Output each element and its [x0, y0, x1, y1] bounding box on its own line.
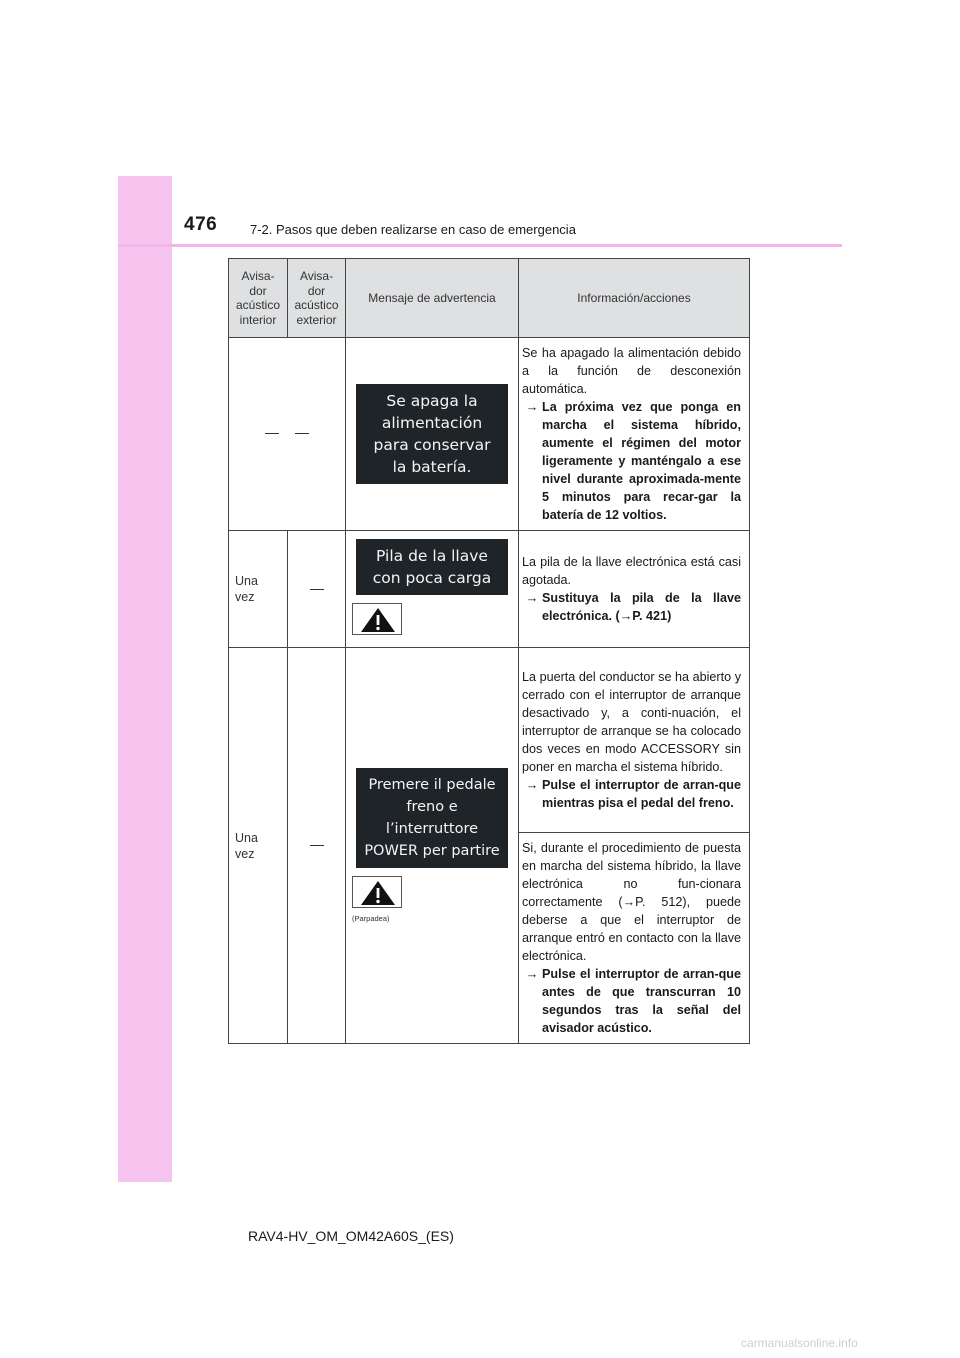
- table-row: [229, 531, 750, 648]
- info-text: La puerta del conductor se ha abierto y cerrado con el interruptor de arranque desactivado y, a conti-nuación, el interruptor de arranque se ha colocado dos veces en modo ACCESSORY sin poner en marcha el sistema híbrido.: [522, 670, 741, 774]
- dash-icon: [295, 433, 309, 434]
- info-text: Si, durante el procedimiento de puesta en marcha del sistema híbrido, la llave electrónica no fun-cionara correctamente (→P. 512), puede deberse a que el interruptor de arranque entró en contacto con la llave electrónica.: [522, 841, 741, 963]
- message-cell: [346, 531, 519, 648]
- exterior-buzzer-cell: [288, 648, 346, 1044]
- warning-triangle-icon: [352, 603, 402, 635]
- table-header-row: [229, 259, 750, 338]
- warning-message-display: Premere il pedale freno e l’interruttore POWER per partire: [356, 768, 508, 868]
- info-cell: [519, 531, 750, 648]
- header-warning-message: Mensaje de advertencia: [346, 259, 519, 338]
- header-information-actions: Información/acciones: [519, 259, 750, 338]
- action-text: Pulse el interruptor de arran-que antes de que transcurran 10 segundos tras la señal del avisador acústico.: [542, 967, 741, 1035]
- action-text: Sustituya la pila de la llave electrónica. (→P. 421): [542, 591, 741, 623]
- buzzer-cells: [229, 338, 346, 531]
- interior-buzzer-cell: Una vez: [229, 531, 288, 648]
- dash-icon: [310, 589, 324, 590]
- header-rule: [118, 244, 842, 247]
- info-cell: [519, 833, 750, 1044]
- header-exterior-buzzer: Avisa- dor acústico exterior: [288, 259, 346, 338]
- message-cell: [346, 338, 519, 531]
- dash-icon: [310, 845, 324, 846]
- arrow-icon: →: [525, 778, 539, 792]
- page-number: 476: [184, 214, 218, 235]
- header-interior-buzzer: Avisa- dor acústico interior: [229, 259, 288, 338]
- table-row: [229, 648, 750, 833]
- warning-message-display: Se apaga la alimentación para conservar la batería.: [356, 384, 508, 484]
- info-cell: [519, 648, 750, 833]
- document-code: RAV4-HV_OM_OM42A60S_(ES): [248, 1228, 454, 1244]
- warning-triangle-icon: [352, 876, 402, 908]
- table-row: [229, 338, 750, 531]
- action-text: Pulse el interruptor de arran-que mientras pisa el pedal del freno.: [542, 778, 741, 810]
- interior-buzzer-cell: Una vez: [229, 648, 288, 1044]
- info-text: La pila de la llave electrónica está casi agotada.: [522, 555, 741, 587]
- arrow-icon: →: [525, 967, 539, 981]
- blink-label: (Parpadea): [352, 914, 390, 923]
- arrow-icon: →: [525, 591, 539, 605]
- info-cell: [519, 338, 750, 531]
- action-text: La próxima vez que ponga en marcha el sistema híbrido, aumente el régimen del motor ligeramente y manténgalo a ese nivel durante aproximada-mente 5 minutos para recar-gar la batería de 12 voltios.: [542, 400, 741, 522]
- chapter-sidebar: [118, 176, 172, 1182]
- watermark: carmanualsonline.info: [741, 1336, 858, 1350]
- info-text: Se ha apagado la alimentación debido a la función de desconexión automática.: [522, 346, 741, 396]
- dash-icon: [265, 433, 279, 434]
- warning-message-display: Pila de la llave con poca carga: [356, 539, 508, 595]
- section-title: 7-2. Pasos que deben realizarse en caso de emergencia: [250, 222, 576, 237]
- warning-table: [228, 258, 750, 1044]
- arrow-icon: →: [525, 400, 539, 414]
- exterior-buzzer-cell: [288, 531, 346, 648]
- message-cell: [346, 648, 519, 1044]
